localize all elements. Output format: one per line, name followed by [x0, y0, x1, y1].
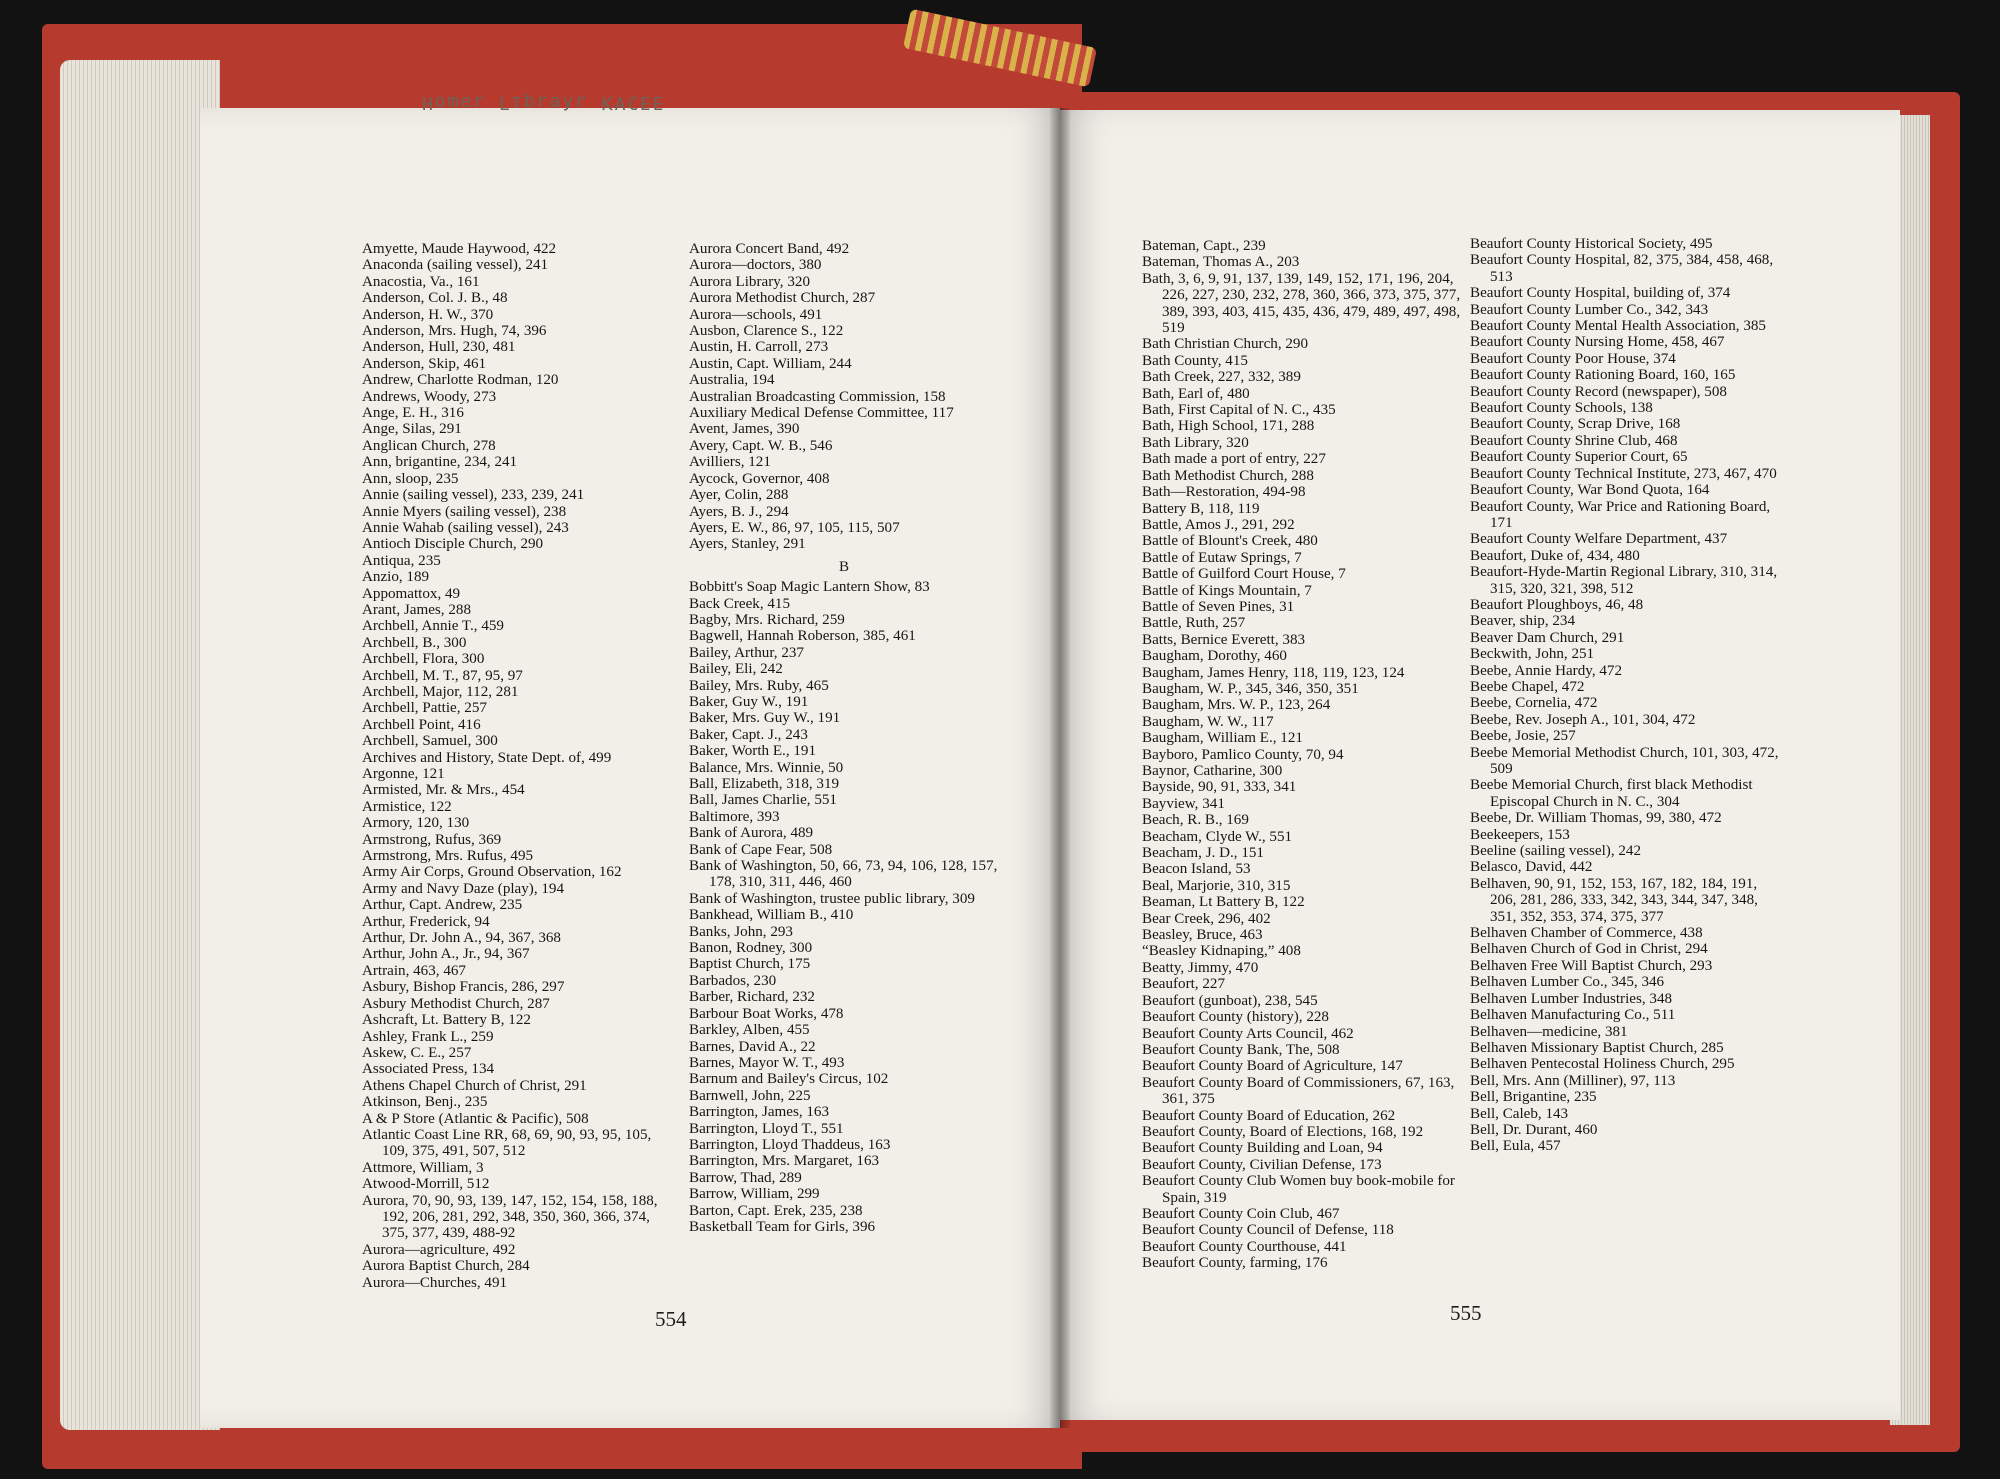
index-entry: Bailey, Arthur, 237 [689, 644, 804, 661]
index-entry: Beebe, Annie Hardy, 472 [1470, 662, 1623, 679]
index-entry: Battle, Ruth, 257 [1142, 615, 1246, 632]
index-entry: Asbury Methodist Church, 287 [362, 995, 550, 1012]
index-entry: Bateman, Thomas A., 203 [1142, 254, 1300, 271]
index-entry: Ange, E. H., 316 [362, 405, 464, 422]
index-entry: Ashcraft, Lt. Battery B, 122 [362, 1012, 531, 1029]
index-entry: Barton, Capt. Erek, 235, 238 [689, 1202, 863, 1219]
index-entry: Andrews, Woody, 273 [362, 388, 497, 405]
index-entry: Baugham, James Henry, 118, 119, 123, 124 [1142, 664, 1405, 681]
index-entry: Barkley, Alben, 455 [689, 1022, 810, 1039]
index-entry: Ball, James Charlie, 551 [689, 792, 837, 809]
book-gutter [1050, 108, 1070, 1428]
index-entry: Baugham, Mrs. W. P., 123, 264 [1142, 697, 1331, 714]
index-entry: Belhaven Missionary Baptist Church, 285 [1470, 1039, 1724, 1056]
index-entry: Bobbitt's Soap Magic Lantern Show, 83 [689, 579, 930, 596]
index-entry: Bath, 3, 6, 9, 91, 137, 139, 149, 152, 171, 196, 204, 226, 227, 230, 232, 278, 360, 366, 373, 375, 377, 389, 393, 403, 415, 435, 436, 479, 489, 497, 498, 519 [1142, 270, 1461, 337]
index-entry: Aurora Baptist Church, 284 [362, 1258, 530, 1275]
index-entry: Annie Wahab (sailing vessel), 243 [362, 519, 569, 536]
index-entry: Beaver Dam Church, 291 [1470, 629, 1625, 646]
index-entry: Beebe, Dr. William Thomas, 99, 380, 472 [1470, 810, 1722, 827]
index-entry: Bailey, Mrs. Ruby, 465 [689, 677, 829, 694]
index-entry: Arthur, Capt. Andrew, 235 [362, 897, 523, 914]
index-entry: Archbell, Pattie, 257 [362, 700, 487, 717]
index-entry: Anderson, Skip, 461 [362, 355, 487, 372]
index-entry: Atwood-Morrill, 512 [362, 1176, 490, 1193]
index-entry: Avilliers, 121 [689, 454, 771, 471]
index-entry: Archbell, Annie T., 459 [362, 618, 504, 635]
index-entry: Aycock, Governor, 408 [689, 470, 830, 487]
index-entry: Ashley, Frank L., 259 [362, 1028, 494, 1045]
index-entry: Belhaven Manufacturing Co., 511 [1470, 1007, 1676, 1024]
index-entry: Balance, Mrs. Winnie, 50 [689, 759, 844, 776]
index-entry: Archbell, B., 300 [362, 634, 467, 651]
index-entry: Barnes, David A., 22 [689, 1038, 816, 1055]
index-entry: Anderson, Mrs. Hugh, 74, 396 [362, 323, 547, 340]
index-entry: Annie Myers (sailing vessel), 238 [362, 503, 567, 520]
index-entry: Army and Navy Daze (play), 194 [362, 880, 565, 897]
index-entry: Ausbon, Clarence S., 122 [689, 323, 844, 340]
index-entry: Bankhead, William B., 410 [689, 907, 854, 924]
index-entry: Barnwell, John, 225 [689, 1087, 811, 1104]
index-entry: Barrow, William, 299 [689, 1186, 820, 1203]
page-number-right: 555 [1450, 1301, 1482, 1325]
index-entry: Archbell Point, 416 [362, 716, 481, 733]
index-entry: Archbell, Flora, 300 [362, 651, 485, 668]
index-entry: Beaufort County Historical Society, 495 [1470, 236, 1713, 252]
index-entry: Baltimore, 393 [689, 808, 780, 825]
index-entry: Antiqua, 235 [362, 552, 441, 569]
index-entry: Beaufort County Hospital, building of, 374 [1470, 285, 1731, 302]
index-entry: Beaufort County Council of Defense, 118 [1142, 1222, 1394, 1239]
index-entry: Beeline (sailing vessel), 242 [1470, 843, 1642, 860]
index-entry: Ball, Elizabeth, 318, 319 [689, 776, 840, 792]
index-entry: Beebe, Josie, 257 [1470, 728, 1576, 745]
index-entry: Appomattox, 49 [362, 585, 461, 602]
index-entry: Beaufort County Coin Club, 467 [1142, 1205, 1340, 1222]
index-entry: Beebe Memorial Church, first black Methodist Episcopal Church in N. C., 304 [1470, 777, 1753, 810]
index-entry: Beacham, Clyde W., 551 [1142, 828, 1293, 845]
index-entry: Beaufort Ploughboys, 46, 48 [1470, 596, 1644, 613]
index-entry: Belhaven Church of God in Christ, 294 [1470, 941, 1708, 958]
index-entry: Barnum and Bailey's Circus, 102 [689, 1071, 889, 1088]
index-entry: Beebe Memorial Methodist Church, 101, 303, 472, 509 [1470, 744, 1779, 777]
index-entry: Barrow, Thad, 289 [689, 1169, 802, 1186]
index-entry: Aurora Library, 320 [689, 273, 810, 290]
index-entry: Bayview, 341 [1142, 795, 1225, 812]
index-entry: Beasley, Bruce, 463 [1142, 927, 1263, 944]
index-column-2 [689, 241, 999, 1235]
index-entry: Aurora—doctors, 380 [689, 257, 822, 274]
index-entry: Aurora, 70, 90, 93, 139, 147, 152, 154, 158, 188, 192, 206, 281, 292, 348, 350, 360, 366, 374, 375, 377, 439, 488-92 [362, 1192, 658, 1242]
index-entry: Andrew, Charlotte Rodman, 120 [362, 372, 559, 389]
index-entry: Annie (sailing vessel), 233, 239, 241 [362, 487, 585, 504]
index-entry: Ayers, Stanley, 291 [689, 536, 806, 553]
index-entry: Bank of Aurora, 489 [689, 825, 814, 842]
index-entry: Beaufort County Board of Education, 262 [1142, 1107, 1396, 1124]
index-entry: Battery B, 118, 119 [1142, 500, 1260, 517]
index-entry: Beekeepers, 153 [1470, 826, 1570, 843]
index-entry: Baptist Church, 175 [689, 956, 811, 973]
index-entry: Beacon Island, 53 [1142, 861, 1251, 878]
index-entry: Archbell, M. T., 87, 95, 97 [362, 667, 523, 684]
index-entry: Australian Broadcasting Commission, 158 [689, 388, 946, 405]
index-entry: Auxiliary Medical Defense Committee, 117 [689, 405, 954, 422]
index-entry: Anacostia, Va., 161 [362, 273, 480, 290]
index-entry: Beaufort County Superior Court, 65 [1470, 449, 1688, 466]
index-entry: Bailey, Eli, 242 [689, 661, 783, 678]
index-entry: Ann, sloop, 235 [362, 470, 459, 487]
index-entry: Beaufort County Shrine Club, 468 [1470, 432, 1678, 449]
index-entry: Bell, Mrs. Ann (Milliner), 97, 113 [1470, 1072, 1676, 1089]
index-entry: Asbury, Bishop Francis, 286, 297 [362, 979, 565, 996]
index-entry: Anaconda (sailing vessel), 241 [362, 257, 549, 274]
index-entry: Beacham, J. D., 151 [1142, 845, 1264, 862]
index-entry: Ange, Silas, 291 [362, 421, 462, 438]
index-entry: Battle of Guilford Court House, 7 [1142, 566, 1346, 583]
index-entry: Baker, Guy W., 191 [689, 693, 809, 710]
index-entry: Beaufort (gunboat), 238, 545 [1142, 992, 1318, 1009]
index-entry: Beaman, Lt Battery B, 122 [1142, 894, 1305, 911]
index-entry: Beaufort County Poor House, 374 [1470, 350, 1676, 367]
index-entry: Bayside, 90, 91, 333, 341 [1142, 779, 1297, 796]
index-entry: Bath, High School, 171, 288 [1142, 418, 1315, 435]
index-entry: Beaufort County Welfare Department, 437 [1470, 531, 1728, 548]
index-entry: Ayers, B. J., 294 [689, 503, 789, 520]
index-entry: Bath, Earl of, 480 [1142, 385, 1250, 402]
running-head: ƎƎƆ∀ꓘ ɹʎɐɹqıꓶ ɹǝɯoH [420, 92, 665, 113]
index-entry: Bath, First Capital of N. C., 435 [1142, 402, 1336, 419]
index-entry: Baker, Mrs. Guy W., 191 [689, 710, 841, 727]
index-entry: Bath Christian Church, 290 [1142, 336, 1309, 353]
index-entry: Beaufort County Building and Loan, 94 [1142, 1140, 1383, 1157]
index-entry: Batts, Bernice Everett, 383 [1142, 631, 1306, 648]
index-entry: Beaufort-Hyde-Martin Regional Library, 310, 314, 315, 320, 321, 398, 512 [1470, 564, 1778, 597]
index-entry: Arthur, John A., Jr., 94, 367 [362, 946, 530, 963]
index-entry: Armisted, Mr. & Mrs., 454 [362, 782, 525, 799]
index-entry: Barber, Richard, 232 [689, 989, 815, 1006]
index-entry: Ayers, E. W., 86, 97, 105, 115, 507 [689, 519, 900, 536]
index-column-1 [362, 241, 677, 1291]
index-entry: Associated Press, 134 [362, 1061, 495, 1078]
index-entry: Beaufort County, farming, 176 [1142, 1255, 1328, 1272]
index-column-3 [1142, 238, 1467, 1272]
index-entry: Arant, James, 288 [362, 601, 471, 618]
index-entry: Ann, brigantine, 234, 241 [362, 454, 518, 471]
index-entry: Army Air Corps, Ground Observation, 162 [362, 864, 622, 881]
index-entry: Archives and History, State Dept. of, 499 [362, 749, 612, 766]
index-entry: Beaufort County Mental Health Association, 385 [1470, 318, 1766, 335]
index-entry: Beaufort County Record (newspaper), 508 [1470, 383, 1727, 400]
index-entry: Archbell, Major, 112, 281 [362, 683, 519, 700]
index-entry: Bear Creek, 296, 402 [1142, 910, 1271, 927]
index-entry: Beaufort County Courthouse, 441 [1142, 1238, 1347, 1255]
index-entry: Antioch Disciple Church, 290 [362, 536, 544, 553]
index-entry: Beebe, Rev. Joseph A., 101, 304, 472 [1470, 711, 1696, 728]
index-entry: Baynor, Catharine, 300 [1142, 763, 1283, 779]
index-entry: Beaufort County Rationing Board, 160, 165 [1470, 367, 1736, 384]
index-entry: Beaufort, 227 [1142, 976, 1225, 993]
index-entry: Armstrong, Rufus, 369 [362, 831, 502, 848]
index-entry: Beaufort County Technical Institute, 273, 467, 470 [1470, 465, 1777, 482]
index-entry: Anderson, H. W., 370 [362, 306, 494, 323]
page-edges-left [60, 60, 220, 1430]
index-entry: Belhaven Lumber Industries, 348 [1470, 990, 1673, 1007]
index-entry: Beaufort County Lumber Co., 342, 343 [1470, 301, 1709, 318]
index-entry: Back Creek, 415 [689, 595, 791, 612]
index-entry: Baugham, W. P., 345, 346, 350, 351 [1142, 680, 1359, 697]
index-entry: Battle of Eutaw Springs, 7 [1142, 549, 1302, 566]
index-entry: Battle of Kings Mountain, 7 [1142, 582, 1312, 599]
index-entry: Beaufort County Nursing Home, 458, 467 [1470, 334, 1725, 351]
index-entry: Ayer, Colin, 288 [689, 487, 789, 504]
index-entry: Artrain, 463, 467 [362, 962, 466, 979]
index-entry: Belhaven Lumber Co., 345, 346 [1470, 974, 1665, 991]
index-entry: Beaufort County, War Price and Rationing Board, 171 [1470, 498, 1771, 531]
index-entry: Beaufort, Duke of, 434, 480 [1470, 547, 1640, 564]
index-entry: Battle of Blount's Creek, 480 [1142, 533, 1318, 550]
index-entry: Beaufort County, War Bond Quota, 164 [1470, 482, 1710, 499]
index-entry: Arthur, Dr. John A., 94, 367, 368 [362, 930, 561, 947]
index-entry: Askew, C. E., 257 [362, 1044, 472, 1061]
index-entry: Barnes, Mayor W. T., 493 [689, 1054, 845, 1071]
index-entry: Beaufort County Bank, The, 508 [1142, 1041, 1340, 1058]
index-entry: Baugham, W. W., 117 [1142, 713, 1274, 730]
index-entry: Attmore, William, 3 [362, 1159, 484, 1176]
index-entry: Australia, 194 [689, 372, 775, 389]
index-entry: Bank of Washington, 50, 66, 73, 94, 106, 128, 157, 178, 310, 311, 446, 460 [689, 858, 998, 891]
index-entry: Bagby, Mrs. Richard, 259 [689, 611, 845, 628]
index-entry: Banon, Rodney, 300 [689, 940, 813, 957]
index-entry: Baugham, William E., 121 [1142, 730, 1303, 747]
index-entry: Avent, James, 390 [689, 421, 800, 438]
index-entry: Baugham, Dorothy, 460 [1142, 648, 1287, 665]
index-entry: Austin, Capt. William, 244 [689, 355, 852, 372]
index-entry: “Beasley Kidnaping,” 408 [1142, 943, 1301, 960]
index-entry: Beaufort County Club Women buy book-mobile for Spain, 319 [1142, 1173, 1455, 1206]
index-entry: Beach, R. B., 169 [1142, 812, 1249, 829]
index-entry: Beaufort County Hospital, 82, 375, 384, 458, 468, 513 [1470, 252, 1774, 285]
index-entry: Belhaven—medicine, 381 [1470, 1023, 1628, 1040]
index-entry: Beatty, Jimmy, 470 [1142, 959, 1259, 976]
index-entry: Bath made a port of entry, 227 [1142, 451, 1326, 468]
index-entry: Aurora—schools, 491 [689, 306, 823, 323]
index-entry: Bateman, Capt., 239 [1142, 238, 1266, 254]
index-entry: Anzio, 189 [362, 569, 430, 586]
index-entry: Archbell, Samuel, 300 [362, 733, 498, 750]
index-entry: Barbados, 230 [689, 972, 777, 989]
index-entry: Banks, John, 293 [689, 923, 793, 940]
index-entry: Bayboro, Pamlico County, 70, 94 [1142, 746, 1344, 763]
index-entry: Arthur, Frederick, 94 [362, 913, 490, 930]
index-entry: Baker, Capt. J., 243 [689, 726, 808, 743]
index-section-letter: B [838, 558, 850, 575]
index-entry: A & P Store (Atlantic & Pacific), 508 [362, 1110, 589, 1127]
index-entry: Aurora—agriculture, 492 [362, 1241, 516, 1258]
index-entry: Anglican Church, 278 [362, 437, 496, 454]
index-entry: Beaufort County, Board of Elections, 168, 192 [1142, 1123, 1424, 1140]
index-entry: Barrington, Mrs. Margaret, 163 [689, 1153, 880, 1170]
index-entry: Beaufort County Schools, 138 [1470, 400, 1653, 417]
index-entry: Battle of Seven Pines, 31 [1142, 598, 1295, 615]
index-entry: Aurora—Churches, 491 [362, 1274, 508, 1291]
index-entry: Beebe, Cornelia, 472 [1470, 695, 1598, 712]
index-entry: Austin, H. Carroll, 273 [689, 339, 829, 356]
index-entry: Bell, Dr. Durant, 460 [1470, 1121, 1598, 1138]
index-entry: Armistice, 122 [362, 798, 452, 815]
index-entry: Beckwith, John, 251 [1470, 646, 1595, 663]
index-entry: Barbour Boat Works, 478 [689, 1005, 844, 1022]
index-entry: Athens Chapel Church of Christ, 291 [362, 1077, 587, 1094]
index-entry: Bath County, 415 [1142, 352, 1248, 369]
index-entry: Atkinson, Benj., 235 [362, 1094, 488, 1111]
index-entry: Armory, 120, 130 [362, 815, 470, 832]
index-entry: Beaufort County, Civilian Defense, 173 [1142, 1156, 1382, 1173]
index-entry: Bath Creek, 227, 332, 389 [1142, 369, 1301, 386]
index-entry: Armstrong, Mrs. Rufus, 495 [362, 848, 534, 865]
index-entry: Bagwell, Hannah Roberson, 385, 461 [689, 628, 916, 645]
index-entry: Beaver, ship, 234 [1470, 613, 1576, 630]
index-entry: Belhaven Chamber of Commerce, 438 [1470, 925, 1703, 942]
index-entry: Beaufort County Board of Commissioners, 67, 163, 361, 375 [1142, 1074, 1455, 1108]
index-entry: Bell, Brigantine, 235 [1470, 1089, 1597, 1106]
index-entry: Avery, Capt. W. B., 546 [689, 437, 833, 454]
index-entry: Beaufort County Arts Council, 462 [1142, 1025, 1354, 1042]
index-entry: Belasco, David, 442 [1470, 859, 1593, 876]
index-entry: Bath Methodist Church, 288 [1142, 467, 1314, 484]
index-entry: Beaufort County (history), 228 [1142, 1009, 1329, 1026]
index-entry: Amyette, Maude Haywood, 422 [362, 241, 557, 257]
index-entry: Belhaven Pentecostal Holiness Church, 295 [1470, 1056, 1735, 1073]
index-column-4 [1470, 236, 1785, 1155]
index-entry: Barrington, Lloyd Thaddeus, 163 [689, 1136, 891, 1153]
index-entry: Bell, Eula, 457 [1470, 1138, 1561, 1155]
index-entry: Bank of Cape Fear, 508 [689, 841, 833, 858]
index-entry: Belhaven Free Will Baptist Church, 293 [1470, 957, 1713, 974]
index-entry: Barrington, Lloyd T., 551 [689, 1120, 844, 1137]
index-entry: Bath—Restoration, 494-98 [1142, 484, 1306, 501]
index-entry: Basketball Team for Girls, 396 [689, 1218, 876, 1235]
index-entry: Baker, Worth E., 191 [689, 743, 817, 760]
index-entry: Bank of Washington, trustee public library, 309 [689, 890, 975, 907]
index-entry: Battle, Amos J., 291, 292 [1142, 516, 1295, 533]
index-entry: Bath Library, 320 [1142, 434, 1249, 451]
index-entry: Beaufort County Board of Agriculture, 147 [1142, 1058, 1403, 1075]
index-entry: Anderson, Hull, 230, 481 [362, 339, 516, 356]
index-entry: Atlantic Coast Line RR, 68, 69, 90, 93, 95, 105, 109, 375, 491, 507, 512 [362, 1126, 652, 1160]
index-entry: Belhaven, 90, 91, 152, 153, 167, 182, 184, 191, 206, 281, 286, 333, 342, 343, 344, 347, 348, 351, 352, 353, 374, 375, 377 [1470, 875, 1758, 925]
index-entry: Argonne, 121 [362, 766, 445, 782]
index-entry: Barrington, James, 163 [689, 1104, 830, 1121]
page-number-left: 554 [655, 1307, 687, 1331]
index-entry: Aurora Methodist Church, 287 [689, 290, 876, 307]
index-entry: Beebe Chapel, 472 [1470, 678, 1585, 695]
index-entry: Anderson, Col. J. B., 48 [362, 290, 508, 307]
index-entry: Aurora Concert Band, 492 [689, 241, 850, 257]
index-entry: Beal, Marjorie, 310, 315 [1142, 877, 1291, 894]
index-entry: Beaufort County, Scrap Drive, 168 [1470, 416, 1681, 433]
index-entry: Bell, Caleb, 143 [1470, 1105, 1569, 1122]
